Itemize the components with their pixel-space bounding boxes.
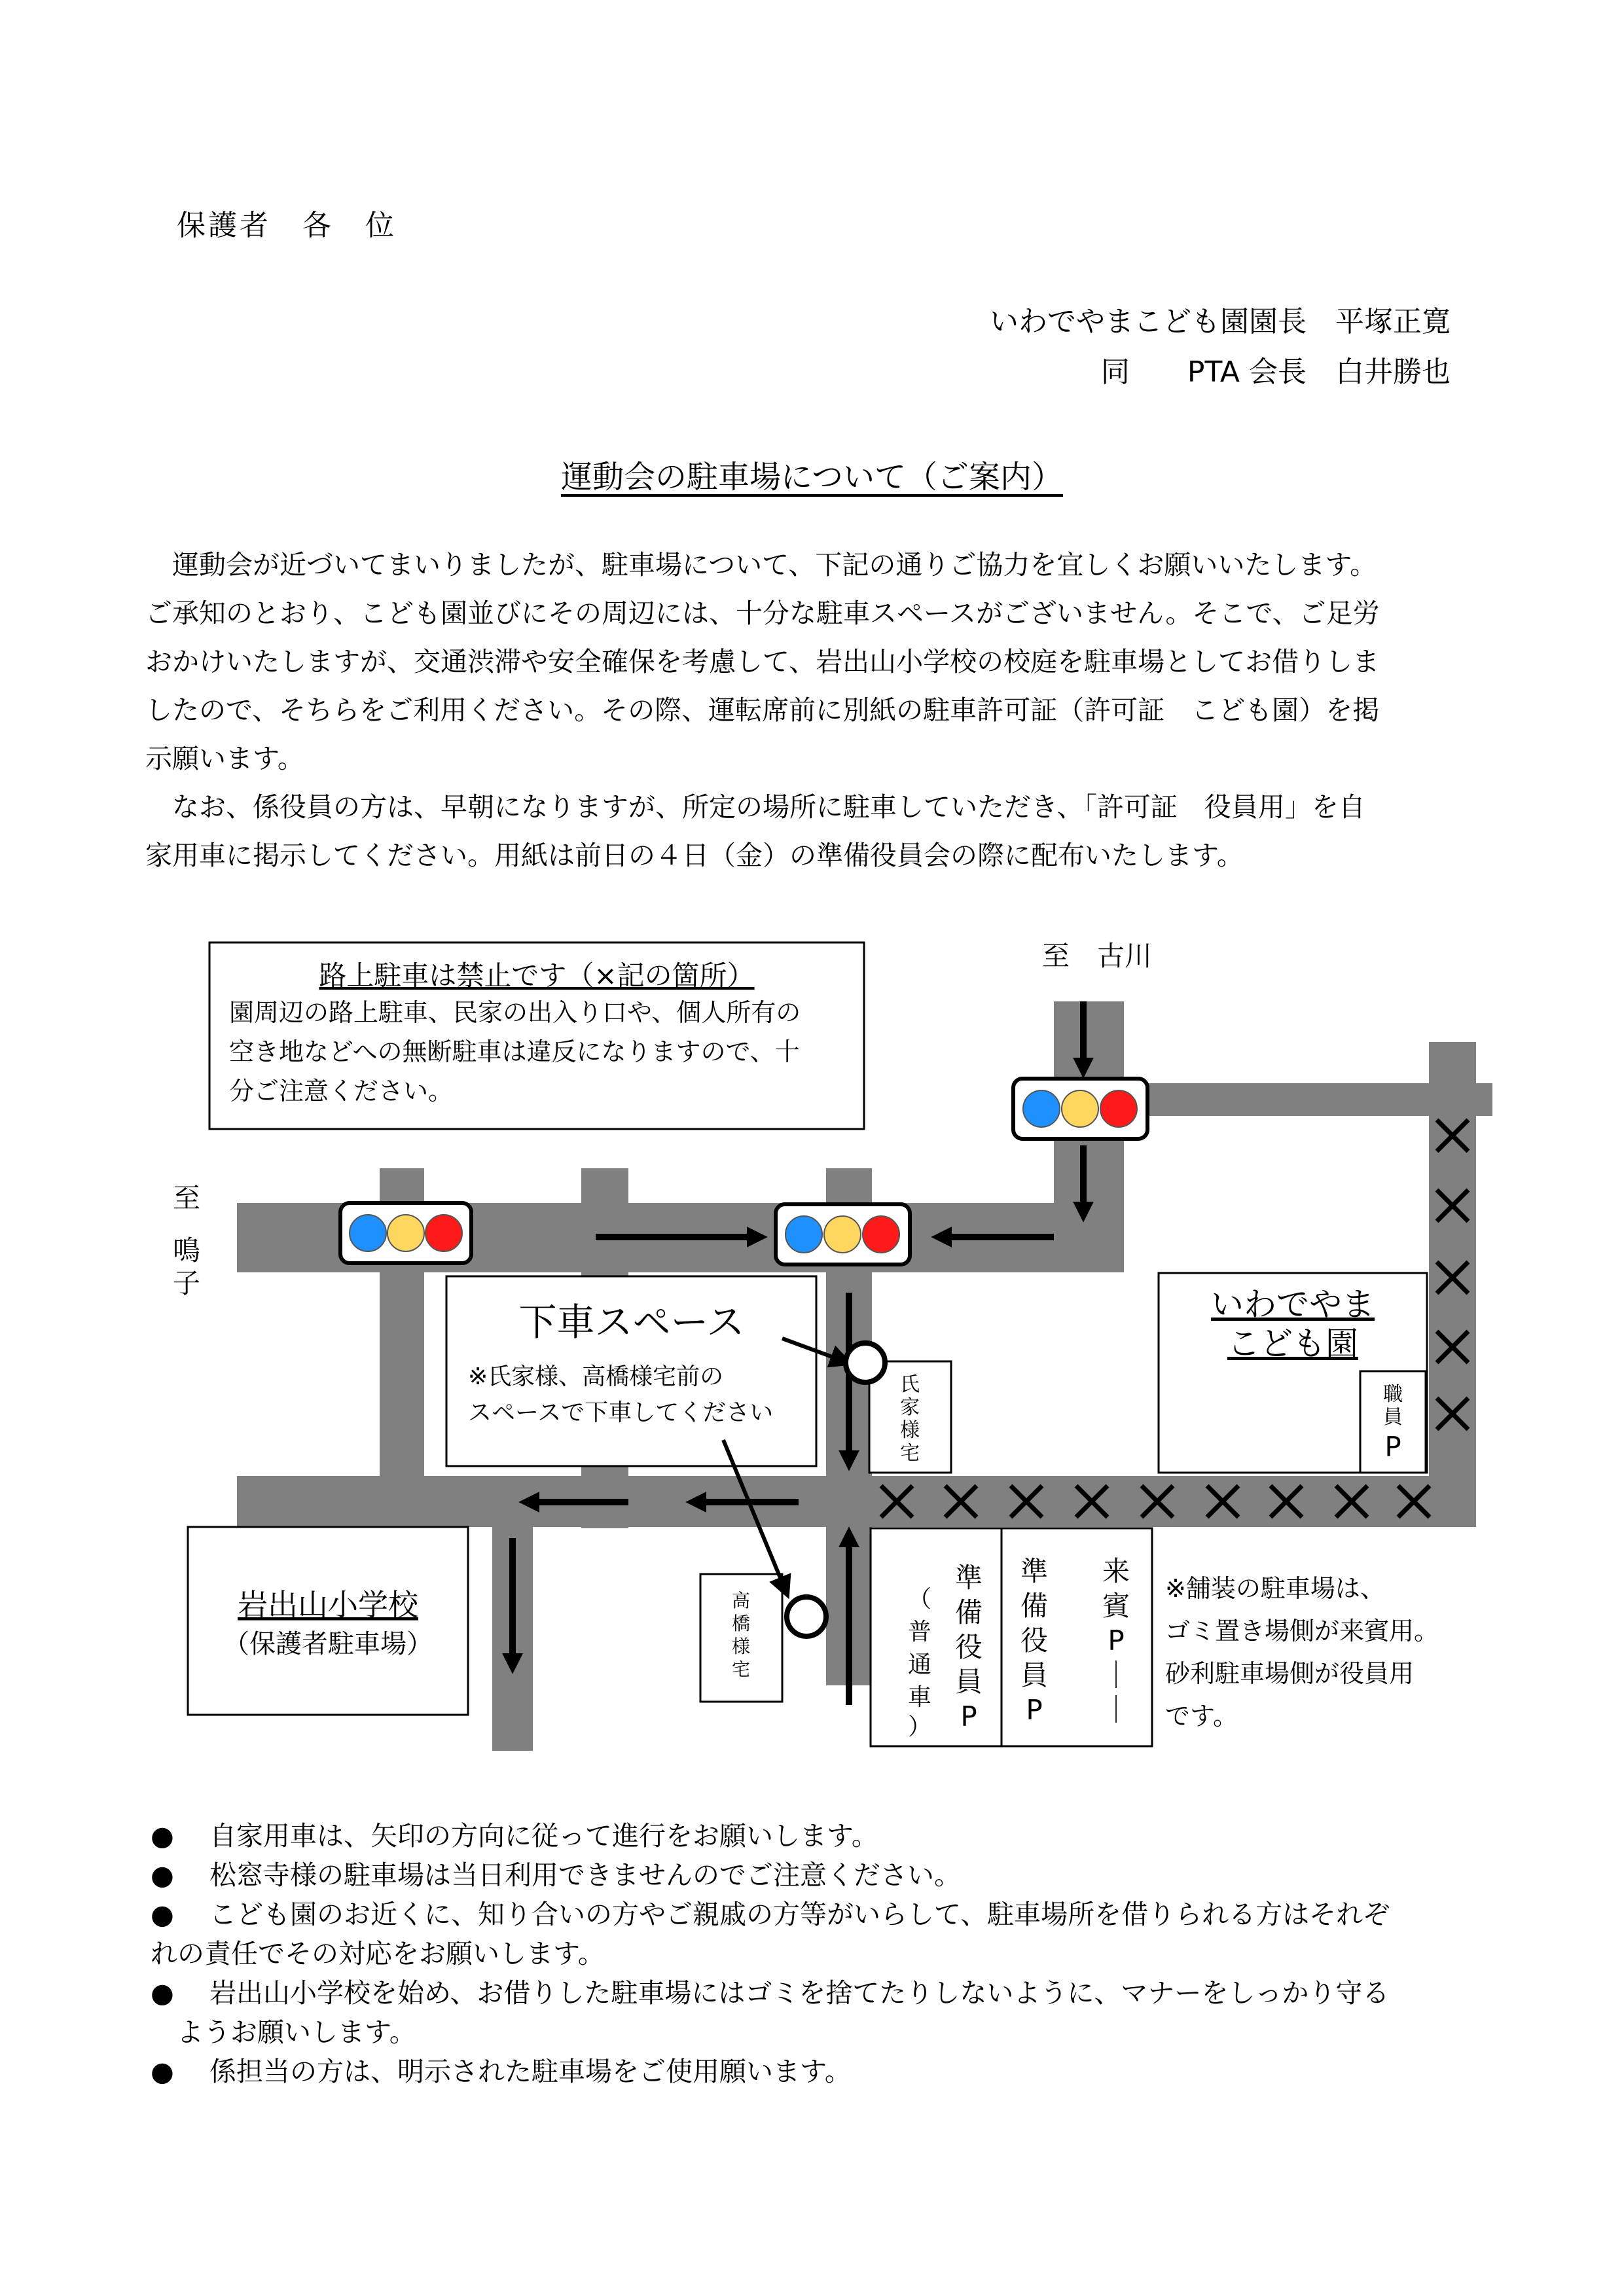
direction-naruko: 子 <box>172 1267 201 1299</box>
direction-furukawa: 至 古川 <box>1042 940 1153 972</box>
school-sub: （保護者駐車場） <box>223 1629 433 1659</box>
body-line: なお、係役員の方は、早朝になりますが、所定の場所に駐車していただき、「許可証 役員用」を自 <box>145 791 1365 823</box>
parking-label: P <box>960 1700 977 1732</box>
direction-naruko: 至 <box>172 1182 201 1214</box>
note-item <box>151 1934 1479 1973</box>
parking-label: 備 <box>1020 1590 1049 1622</box>
parking-label: 車 <box>907 1684 932 1711</box>
parking-label: （ <box>907 1586 932 1613</box>
traffic-signal <box>1013 1079 1147 1139</box>
dropoff-spot <box>846 1343 885 1382</box>
body-line: 運動会が近づいてまいりましたが、駐車場について、下記の通りご協力を宜しくお願いいたします。 <box>145 549 1377 581</box>
ujiie-label: 家 <box>900 1396 920 1419</box>
parking-note: 砂利駐車場側が役員用 <box>1165 1659 1415 1688</box>
note-text: 係担当の方は、明示された駐車場をご使用願います。 <box>209 2056 852 2087</box>
note-text: 自家用車は、矢印の方向に従って進行をお願いします。 <box>209 1820 878 1852</box>
notice-line: 園周辺の路上駐車、民家の出入り口や、個人所有の <box>229 998 801 1027</box>
note-text: れの責任でその対応をお願いします。 <box>151 1938 605 1969</box>
takahashi-label: 様 <box>731 1636 751 1657</box>
note-item <box>151 1856 1479 1895</box>
document-title: 運動会の駐車場について（ご案内） <box>560 459 1064 495</box>
parking-label: ） <box>907 1713 932 1740</box>
body-line: 示願います。 <box>145 743 304 774</box>
bullet: ● <box>151 1899 174 1930</box>
dropoff-title: 下車スペース <box>518 1300 745 1344</box>
body-line: 家用車に掲示してください。用紙は前日の４日（金）の準備役員会の際に配布いたします。 <box>145 840 1244 871</box>
staff-parking-label: 員 <box>1383 1406 1403 1429</box>
notice-line: 空き地などへの無断駐車は違反になりますので、十 <box>229 1037 800 1066</box>
parking-label: 員 <box>954 1666 983 1698</box>
bullet: ● <box>151 2056 174 2087</box>
note-item <box>151 1973 1479 2013</box>
parking-label: 役 <box>954 1631 983 1663</box>
kodomoen-label: こども園 <box>1227 1325 1358 1363</box>
parking-label: 員 <box>1020 1659 1049 1691</box>
staff-parking-label: 職 <box>1383 1383 1403 1406</box>
note-text: こども園のお近くに、知り合いの方やご親戚の方等がいらして、駐車場所を借りられる方はそれぞ <box>209 1899 1390 1930</box>
direction-naruko: 鳴 <box>172 1234 201 1266</box>
parking-label: 来 <box>1102 1555 1130 1587</box>
parking-label: P <box>1026 1694 1043 1726</box>
sender-principal: いわでやまこども園園長 平塚正寛 <box>990 305 1451 338</box>
traffic-signal <box>340 1203 471 1263</box>
parking-label: 準 <box>954 1562 983 1594</box>
sender-pta-chair: 同 PTA 会長 白井勝也 <box>1100 355 1451 389</box>
parking-label: P <box>1108 1624 1125 1657</box>
bullet: ● <box>151 1820 174 1852</box>
parking-label: 通 <box>907 1651 932 1678</box>
dropoff-line: ※氏家様、高橋様宅前の <box>468 1363 724 1390</box>
note-item <box>151 1816 1479 1856</box>
note-text: 岩出山小学校を始め、お借りした駐車場にはゴミを捨てたりしないように、マナーをしっかり守る <box>209 1977 1390 2009</box>
ujiie-label: 氏 <box>900 1373 920 1396</box>
note-item <box>151 1895 1479 1934</box>
body-line: したので、そちらをご利用ください。その際、運転席前に別紙の駐車許可証（許可証 こども園）を掲 <box>145 694 1380 726</box>
parking-label: 備 <box>954 1596 983 1628</box>
body-line: おかけいたしますが、交通渋滞や安全確保を考慮して、岩出山小学校の校庭を駐車場としてお借りしま <box>145 646 1380 677</box>
takahashi-label: 宅 <box>731 1659 751 1680</box>
kodomoen-label: いわでやま <box>1211 1285 1375 1323</box>
parking-label: ｜ <box>1102 1694 1130 1726</box>
parking-note: です。 <box>1165 1702 1238 1731</box>
takahashi-label: 橋 <box>731 1613 751 1634</box>
notice-line: 分ご注意ください。 <box>229 1077 454 1105</box>
addressee: 保護者 各 位 <box>177 209 397 242</box>
notice-title: 路上駐車は禁止です（×記の箇所） <box>319 960 755 992</box>
parking-label: ｜ <box>1102 1659 1130 1691</box>
body-line: ご承知のとおり、こども園並びにその周辺には、十分な駐車スペースがございません。そこで、ご足労 <box>145 598 1380 629</box>
ujiie-label: 宅 <box>900 1442 920 1465</box>
parking-note: ゴミ置き場側が来賓用。 <box>1165 1617 1439 1645</box>
parking-label: 準 <box>1020 1555 1049 1587</box>
ujiie-label: 様 <box>900 1419 920 1442</box>
dropoff-line: スペースで下車してください <box>468 1399 774 1426</box>
staff-parking-label: P <box>1384 1431 1401 1463</box>
note-item <box>151 2013 1479 2052</box>
traffic-signal <box>776 1204 910 1265</box>
takahashi-label: 高 <box>731 1590 751 1611</box>
bullet: ● <box>151 1859 174 1891</box>
parking-note: ※舗装の駐車場は、 <box>1165 1574 1385 1603</box>
notes-list <box>151 1816 1479 2091</box>
parking-label: 普 <box>907 1619 932 1645</box>
note-item <box>151 2052 1479 2091</box>
school-name: 岩出山小学校 <box>238 1587 418 1623</box>
note-text: ようお願いします。 <box>177 2017 416 2048</box>
parking-label: 役 <box>1020 1624 1049 1657</box>
road-east <box>1429 1042 1476 1526</box>
note-text: 松窓寺様の駐車場は当日利用できませんのでご注意ください。 <box>209 1859 961 1891</box>
bullet: ● <box>151 1977 174 2009</box>
parking-label: 賓 <box>1102 1590 1130 1622</box>
dropoff-spot <box>787 1597 826 1636</box>
